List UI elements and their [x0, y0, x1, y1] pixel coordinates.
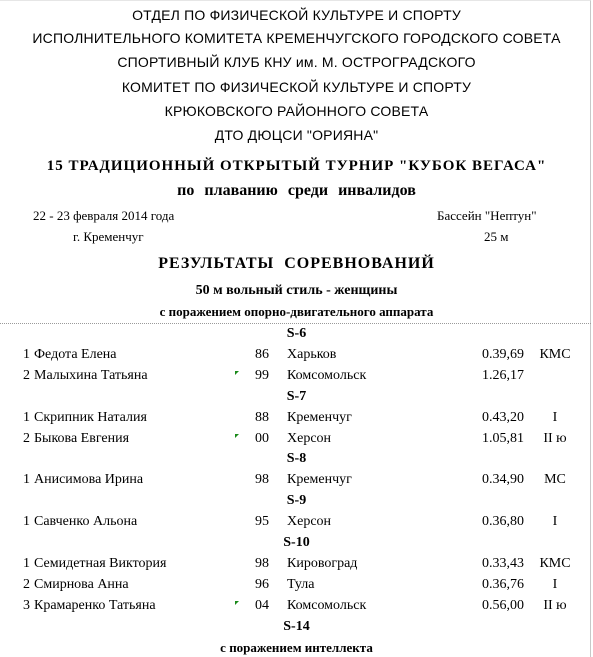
- sport-rank: II ю: [543, 431, 567, 446]
- class-heading: S-10: [283, 535, 310, 550]
- birth-year: 95: [255, 514, 269, 529]
- birth-year: 86: [255, 347, 269, 362]
- athlete-place: [23, 472, 143, 488]
- birth-year: 88: [255, 410, 269, 425]
- athlete-place: [23, 347, 117, 363]
- athlete-name: Быкова Евгения: [34, 431, 130, 446]
- pool-length: 25 м: [484, 229, 509, 244]
- pool-name: Бассейн "Нептун": [437, 208, 537, 223]
- athlete-place: [23, 410, 147, 426]
- athlete-name: Федота Елена: [34, 347, 117, 362]
- tournament-subtitle: по плаванию среди инвалидов: [177, 182, 416, 199]
- athlete-place: [23, 577, 129, 593]
- athlete-city: Кременчуг: [287, 472, 352, 487]
- tournament-title: 15 ТРАДИЦИОННЫЙ ОТКРЫТЫЙ ТУРНИР "КУБОК ВЕГАСА": [46, 158, 547, 174]
- birth-year: 04: [255, 598, 269, 613]
- dotted-separator: [0, 323, 591, 324]
- place-number: 1: [23, 347, 30, 362]
- birth-year: 00: [255, 431, 269, 446]
- birth-year: 96: [255, 577, 269, 592]
- result-time: 0.36,76: [482, 577, 524, 592]
- athlete-city: Харьков: [287, 347, 337, 362]
- result-row: [0, 556, 593, 576]
- sport-rank: КМС: [539, 556, 571, 571]
- place-number: 1: [23, 472, 30, 487]
- result-time: 0.43,20: [482, 410, 524, 425]
- athlete-city: Херсон: [287, 431, 332, 446]
- athlete-place: [23, 556, 167, 572]
- athlete-name: Малыхина Татьяна: [34, 368, 148, 383]
- place-number: 3: [23, 598, 30, 613]
- athlete-place: [23, 431, 129, 447]
- athlete-name: Савченко Альона: [34, 514, 138, 529]
- sport-rank: МС: [544, 472, 566, 487]
- athlete-name: Крамаренко Татьяна: [34, 598, 156, 613]
- athlete-city: Херсон: [287, 514, 332, 529]
- athlete-city: Кременчуг: [287, 410, 352, 425]
- org-line-4: КОМИТЕТ ПО ФИЗИЧЕСКОЙ КУЛЬТУРЕ И СПОРТУ: [121, 79, 472, 95]
- result-row: [0, 431, 593, 451]
- birth-year: 99: [255, 368, 269, 383]
- athlete-name: Скрипник Наталия: [34, 410, 147, 425]
- result-row: [0, 577, 593, 597]
- place-number: 2: [23, 577, 30, 592]
- birth-year: 98: [255, 556, 269, 571]
- result-row: [0, 347, 593, 367]
- result-time: 0.39,69: [482, 347, 524, 362]
- athlete-city: Тула: [287, 577, 315, 592]
- result-row: [0, 410, 593, 430]
- class-heading: S-14: [283, 619, 310, 634]
- class-heading: S-7: [286, 389, 307, 404]
- org-line-1: ОТДЕЛ ПО ФИЗИЧЕСКОЙ КУЛЬТУРЕ И СПОРТУ: [132, 7, 461, 23]
- org-line-5: КРЮКОВСКОГО РАЙОННОГО СОВЕТА: [164, 103, 429, 119]
- sport-rank: I: [552, 514, 558, 529]
- result-row: [0, 598, 593, 618]
- athlete-place: [23, 368, 148, 384]
- result-row: [0, 368, 593, 388]
- athlete-city: Комсомольск: [287, 598, 367, 613]
- org-line-3: СПОРТИВНЫЙ КЛУБ КНУ им. М. ОСТРОГРАДСКОГО: [117, 54, 476, 70]
- place-number: 2: [23, 431, 30, 446]
- tournament-dates: 22 - 23 февраля 2014 года: [33, 208, 175, 223]
- athlete-city: Комсомольск: [287, 368, 367, 383]
- athlete-city: Кировоград: [287, 556, 358, 571]
- tournament-city: г. Кременчуг: [73, 229, 144, 244]
- result-row: [0, 514, 593, 534]
- org-line-2: ИСПОЛНИТЕЛЬНОГО КОМИТЕТА КРЕМЕНЧУГСКОГО ГОРОДСКОГО СОВЕТА: [32, 30, 561, 46]
- place-number: 1: [23, 514, 30, 529]
- athlete-name: Анисимова Ирина: [34, 472, 144, 487]
- disability-category: с поражением опорно-двигательного аппарата: [159, 304, 434, 319]
- class-heading: S-6: [286, 326, 307, 341]
- results-title: РЕЗУЛЬТАТЫ СОРЕВНОВАНИЙ: [158, 255, 435, 272]
- athlete-place: [23, 514, 137, 530]
- result-time: 0.56,00: [482, 598, 524, 613]
- class-heading: S-8: [286, 451, 307, 466]
- athlete-place: [23, 598, 156, 614]
- comment-marker-icon: [235, 601, 239, 605]
- place-number: 1: [23, 410, 30, 425]
- sport-rank: I: [552, 410, 558, 425]
- result-time: 0.34,90: [482, 472, 524, 487]
- sport-rank: КМС: [539, 347, 571, 362]
- result-time: 0.36,80: [482, 514, 524, 529]
- result-time: 1.26,17: [482, 368, 524, 383]
- place-number: 2: [23, 368, 30, 383]
- class-heading: S-9: [286, 493, 307, 508]
- comment-marker-icon: [235, 371, 239, 375]
- athlete-name: Смирнова Анна: [34, 577, 129, 592]
- sport-rank: II ю: [543, 598, 567, 613]
- org-line-6: ДТО ДЮЦСИ "ОРИЯНА": [214, 127, 379, 143]
- sport-rank: I: [552, 577, 558, 592]
- result-row: [0, 472, 593, 492]
- athlete-name: Семидетная Виктория: [34, 556, 167, 571]
- result-time: 0.33,43: [482, 556, 524, 571]
- place-number: 1: [23, 556, 30, 571]
- birth-year: 98: [255, 472, 269, 487]
- comment-marker-icon: [235, 434, 239, 438]
- event-title: 50 м вольный стиль - женщины: [195, 283, 398, 298]
- result-time: 1.05,81: [482, 431, 524, 446]
- disability-category-2: с поражением интеллекта: [220, 640, 373, 655]
